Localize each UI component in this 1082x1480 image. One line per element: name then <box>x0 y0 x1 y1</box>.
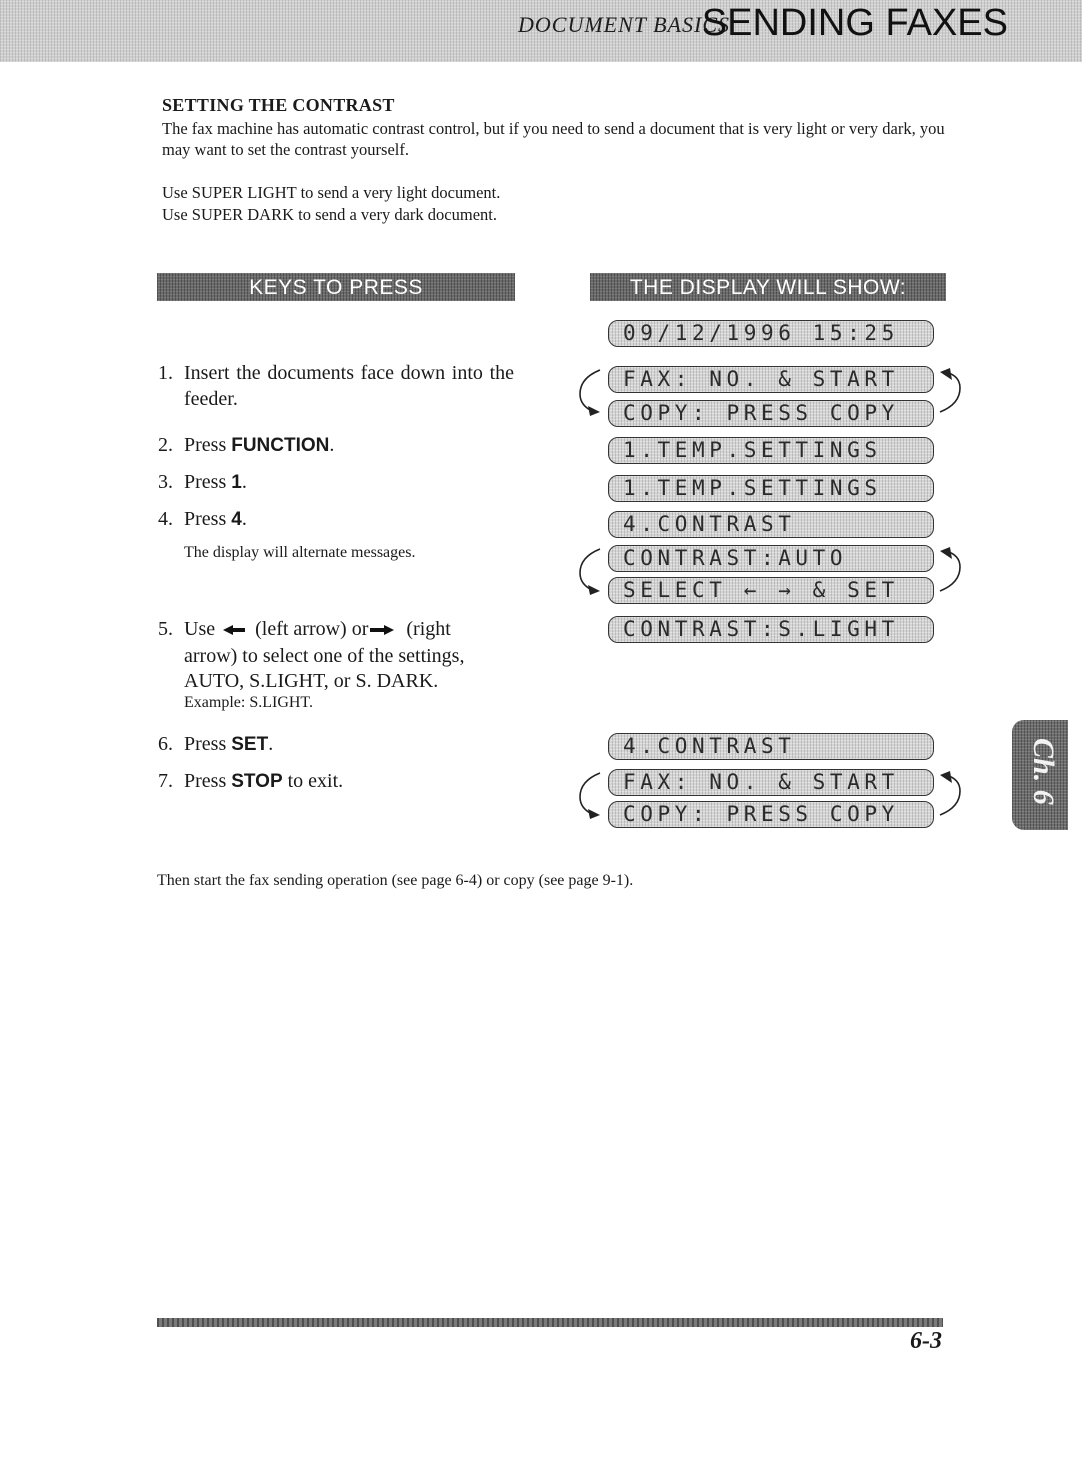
step-6 <box>158 731 528 758</box>
alternate-bracket-icon <box>570 366 614 426</box>
step-number: 2. <box>158 434 173 456</box>
step-text: . <box>329 434 335 456</box>
alternate-bracket-icon <box>926 366 970 426</box>
closing-instruction: Then start the fax sending operation (see page 6-4) or copy (see page 9-1). <box>157 872 634 889</box>
function-key-label: FUNCTION <box>231 435 330 456</box>
step-5 <box>158 616 528 642</box>
page-number: 6-3 <box>910 1328 942 1354</box>
step-5-line-3: AUTO, S.LIGHT, or S. DARK. <box>184 670 439 692</box>
footer-rule <box>157 1318 943 1327</box>
keys-to-press-header: KEYS TO PRESS <box>157 273 515 301</box>
step-text: to exit. <box>282 770 344 792</box>
step-number: 7. <box>158 770 173 792</box>
section-heading: SETTING THE CONTRAST <box>162 95 395 115</box>
step-4-note: The display will alternate messages. <box>184 544 416 561</box>
lcd-display-contrast-menu: 4.CONTRAST <box>608 733 934 760</box>
step-number: 1. <box>158 362 173 384</box>
lcd-display-temp-settings: 1.TEMP.SETTINGS <box>608 437 934 464</box>
step-2 <box>158 432 528 459</box>
set-key-label: SET <box>231 734 269 755</box>
lcd-display-contrast-menu: 4.CONTRAST <box>608 511 934 538</box>
step-number: 4. <box>158 508 173 530</box>
lcd-display-fax-start: FAX: NO. & START <box>608 769 934 796</box>
step-1 <box>158 360 528 412</box>
step-text: Insert the documents face down into the feeder. <box>184 362 514 410</box>
intro-paragraph: The fax machine has automatic contrast control, but if you need to send a document that is very light or very dark, you may want to set the contrast yourself. <box>162 119 945 159</box>
step-text: (left arrow) or <box>255 618 369 640</box>
step-4 <box>158 506 528 533</box>
chapter-tab-label: Ch. 6 <box>1027 738 1060 805</box>
step-text: . <box>268 733 274 755</box>
alternate-bracket-icon <box>926 545 970 605</box>
alternate-bracket-icon <box>570 769 614 829</box>
step-text: . <box>241 508 247 530</box>
chapter-tab <box>1012 720 1068 830</box>
step-text: Press <box>184 733 232 755</box>
four-key-label: 4 <box>231 509 242 530</box>
one-key-label: 1 <box>231 472 242 493</box>
super-light-line: Use SUPER LIGHT to send a very light document. <box>162 183 501 202</box>
step-text: Use <box>184 618 216 640</box>
step-text: (right <box>406 618 451 640</box>
alternate-bracket-icon <box>926 769 970 829</box>
lcd-display-copy: COPY: PRESS COPY <box>608 400 934 427</box>
step-text: Press <box>184 434 232 456</box>
alternate-bracket-icon <box>570 545 614 605</box>
step-number: 5. <box>158 618 173 640</box>
step-5-line-2: arrow) to select one of the settings, <box>184 645 465 667</box>
lcd-display-temp-settings: 1.TEMP.SETTINGS <box>608 475 934 502</box>
step-7 <box>158 768 528 795</box>
right-arrow-icon <box>384 625 394 635</box>
step-number: 3. <box>158 471 173 493</box>
step-text: Press <box>184 770 232 792</box>
step-text: Press <box>184 508 232 530</box>
section-label: DOCUMENT BASICS <box>518 12 730 37</box>
lcd-display-copy: COPY: PRESS COPY <box>608 801 934 828</box>
left-arrow-icon <box>223 625 233 635</box>
lcd-display-select-set: SELECT ← → & SET <box>608 577 934 604</box>
super-dark-line: Use SUPER DARK to send a very dark document. <box>162 205 497 224</box>
step-text: Press <box>184 471 232 493</box>
display-will-show-header: THE DISPLAY WILL SHOW: <box>590 273 946 301</box>
step-number: 6. <box>158 733 173 755</box>
stop-key-label: STOP <box>231 771 283 792</box>
lcd-display-fax-start: FAX: NO. & START <box>608 366 934 393</box>
page-title: SENDING FAXES <box>701 2 1008 44</box>
step-5-example: Example: S.LIGHT. <box>184 694 314 711</box>
step-3 <box>158 469 528 496</box>
lcd-display-contrast-slight: CONTRAST:S.LIGHT <box>608 616 934 643</box>
lcd-display-contrast-auto: CONTRAST:AUTO <box>608 545 934 572</box>
lcd-display-date: 09/12/1996 15:25 <box>608 320 934 347</box>
step-text: . <box>241 471 247 493</box>
